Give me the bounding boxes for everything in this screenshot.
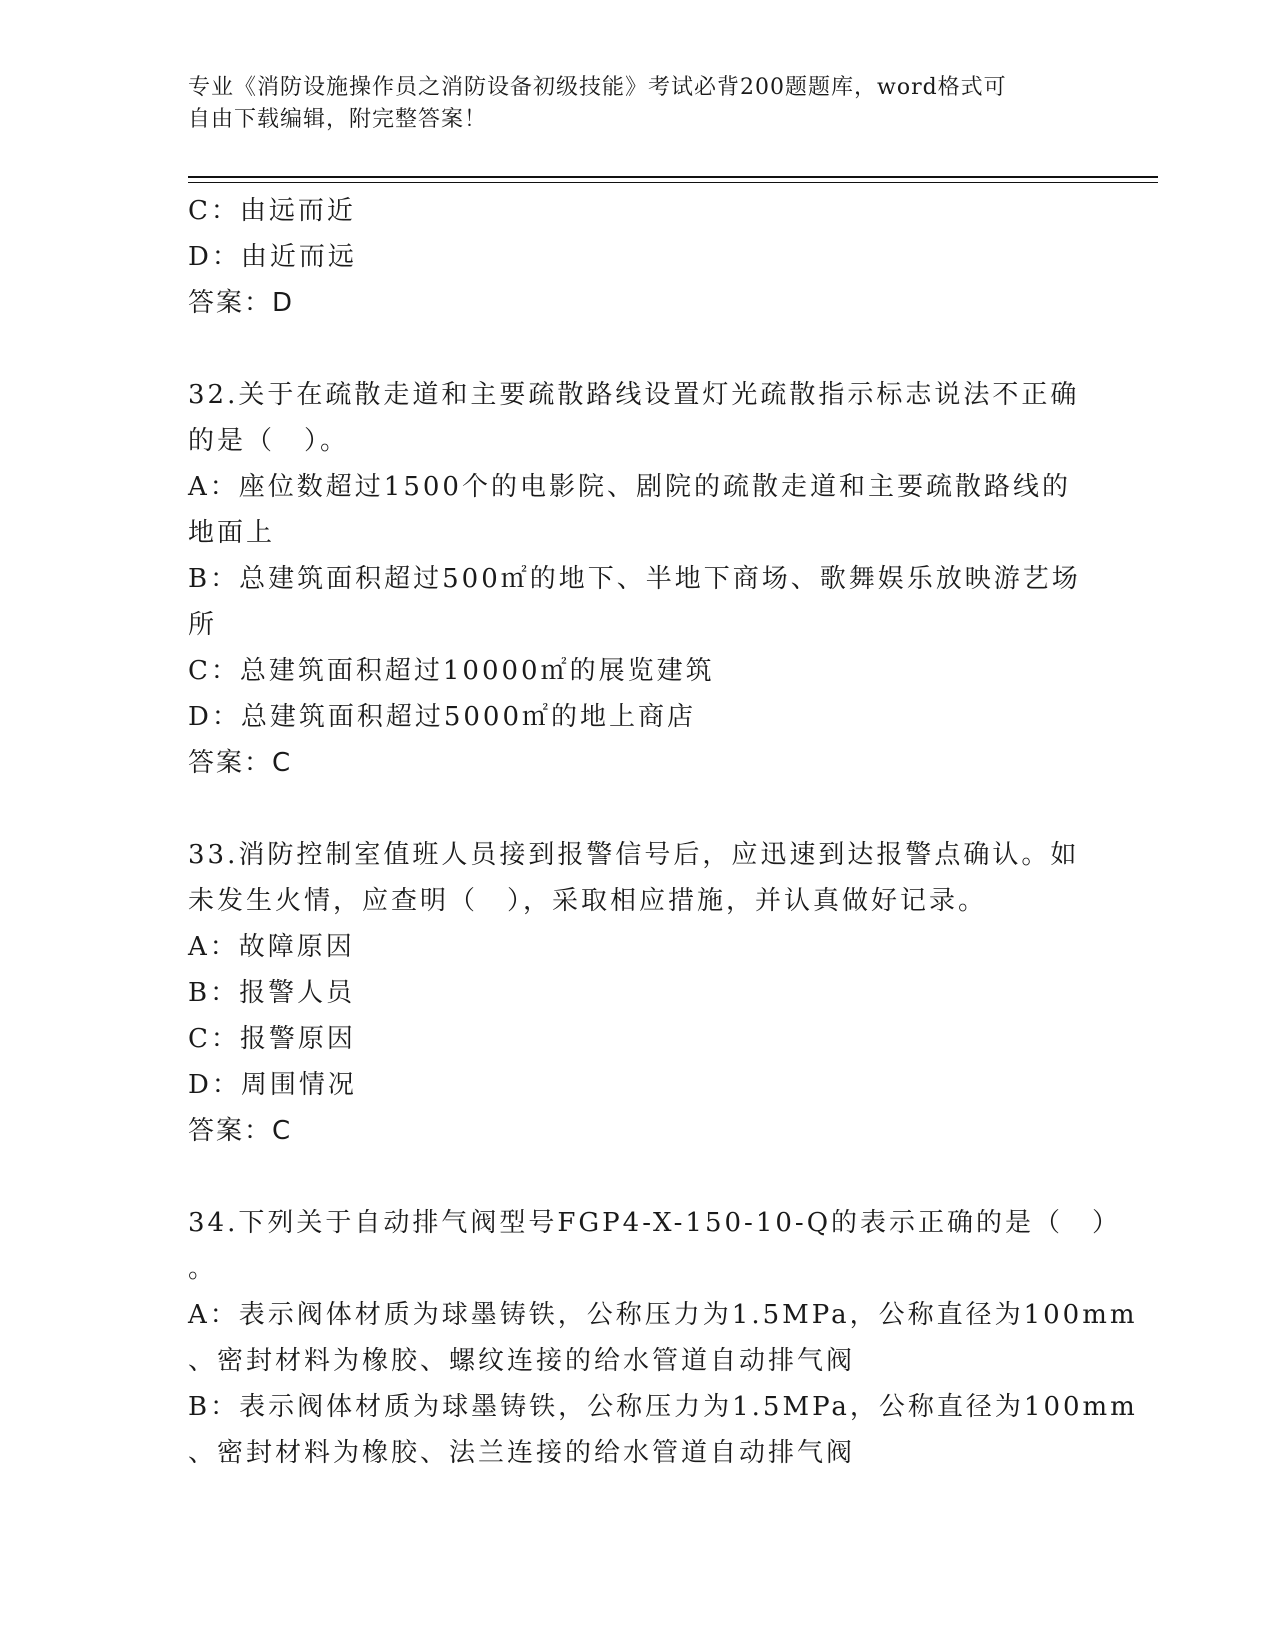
question-32-stem: 32.关于在疏散走道和主要疏散路线设置灯光疏散指示标志说法不正确 xyxy=(188,380,1080,410)
question-34-option-b-cont: 、密封材料为橡胶、法兰连接的给水管道自动排气阀 xyxy=(188,1438,856,1468)
question-33-stem: 33.消防控制室值班人员接到报警信号后，应迅速到达报警点确认。如 xyxy=(188,840,1080,870)
answer-line: 答案：D xyxy=(188,288,295,318)
question-33-option-c: C：报警原因 xyxy=(188,1024,356,1054)
header-divider-thin xyxy=(188,182,1158,183)
question-34-option-a: A：表示阀体材质为球墨铸铁，公称压力为1.5MPa，公称直径为100mm xyxy=(188,1300,1138,1330)
question-33-stem-cont: 未发生火情，应查明（ ），采取相应措施，并认真做好记录。 xyxy=(188,886,988,916)
question-34-option-a-cont: 、密封材料为橡胶、螺纹连接的给水管道自动排气阀 xyxy=(188,1346,856,1376)
option-d: D：由近而远 xyxy=(188,242,357,272)
question-34-stem: 34.下列关于自动排气阀型号FGP4-X-150-10-Q的表示正确的是（ ） xyxy=(188,1208,1122,1238)
header-title-line-1: 专业《消防设施操作员之消防设备初级技能》考试必背200题题库，word格式可 xyxy=(188,75,1007,100)
question-32-option-a-cont: 地面上 xyxy=(188,518,276,548)
question-33-option-a: A：故障原因 xyxy=(188,932,355,962)
question-32-option-b-cont: 所 xyxy=(188,610,218,640)
spacer xyxy=(188,326,1088,372)
question-33-option-d: D：周围情况 xyxy=(188,1070,357,1100)
question-32-answer: 答案：C xyxy=(188,748,293,778)
header-divider-thick xyxy=(188,176,1158,178)
question-34-stem-cont: 。 xyxy=(188,1254,218,1284)
option-c: C：由远而近 xyxy=(188,196,356,226)
question-32-option-d: D：总建筑面积超过5000㎡的地上商店 xyxy=(188,702,697,732)
question-32-option-b: B：总建筑面积超过500㎡的地下、半地下商场、歌舞娱乐放映游艺场 xyxy=(188,564,1081,594)
question-33-answer: 答案：C xyxy=(188,1116,293,1146)
page-header xyxy=(188,72,1088,136)
spacer xyxy=(188,786,1088,832)
question-content xyxy=(188,188,1138,1476)
question-33-option-b: B：报警人员 xyxy=(188,978,356,1008)
question-32-option-a: A：座位数超过1500个的电影院、剧院的疏散走道和主要疏散路线的 xyxy=(188,472,1071,502)
header-title-line-2: 自由下载编辑，附完整答案！ xyxy=(188,107,488,132)
spacer xyxy=(188,1154,1088,1200)
question-34-option-b: B：表示阀体材质为球墨铸铁，公称压力为1.5MPa，公称直径为100mm xyxy=(188,1392,1138,1422)
question-32-stem-cont: 的是（ ）。 xyxy=(188,426,350,456)
question-32-option-c: C：总建筑面积超过10000㎡的展览建筑 xyxy=(188,656,715,686)
